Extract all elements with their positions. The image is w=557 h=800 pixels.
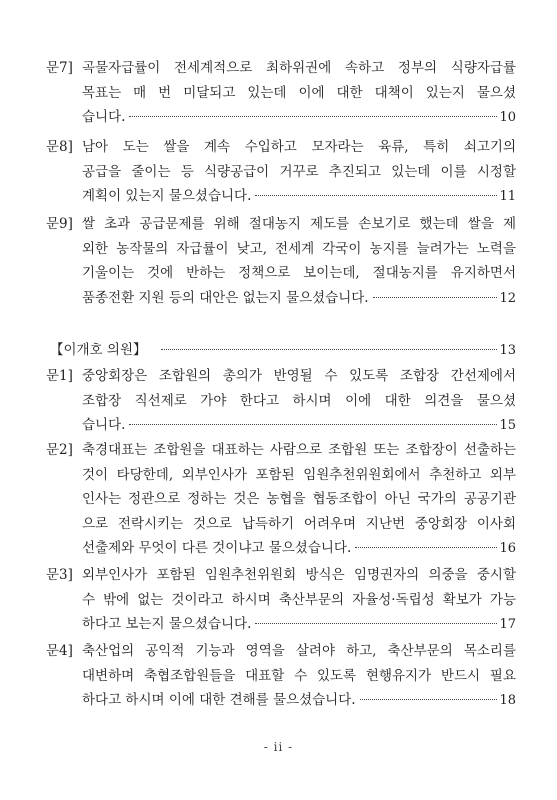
page-number: 16 [499,541,516,556]
entry-line: 대변하며 축협조합원들을 대표할 수 있도록 현행유지가 반드시 필요 [82,667,516,684]
page-footer: - ii - [263,740,294,754]
entry-line: 외부인사가 포함된 임원추천위원회 방식은 임명권자의 의중을 중시할 [82,567,516,583]
page-number: 13 [499,343,516,358]
entry-label: 문9] [46,216,73,232]
dot-leader [129,116,497,117]
entry-label: 문4] [46,643,73,659]
toc-entry-q4 [46,639,516,713]
entry-line: 품종전환 지원 등의 대안은 없는지 물으셨습니다. [82,289,369,306]
entry-line: 계획이 있는지 물으셨습니다. [82,188,252,204]
entry-line: 조합장 직선제로 가야 한다고 하시며 이에 대한 의견을 물으셨 [82,392,516,409]
entry-line: 기울이는 것에 반하는 정책으로 보이는데, 절대농지를 유지하면서 [82,265,516,281]
dot-leader [255,195,497,196]
section-title: 【이개호 의원】 [50,342,147,358]
entry-line: 외한 농작물의 자급률이 낮고, 전세계 각국이 농지를 늘려가는 노력을 [82,240,516,257]
entry-line: 쌀 초과 공급문제를 위해 절대농지 제도를 손보기로 했는데 쌀을 제 [82,216,516,232]
dot-leader [161,349,498,350]
entry-line: 중앙회장은 조합원의 총의가 반영될 수 있도록 조합장 간선제에서 [82,368,516,384]
dot-leader [355,547,497,548]
toc-entry-q8 [46,135,516,209]
entry-line: 남아 도는 쌀을 계속 수입하고 모자라는 육류, 특히 쇠고기의 [82,139,516,155]
page-number: 15 [499,418,516,433]
toc-entry-q2 [46,438,516,561]
entry-line: 선출제와 무엇이 다른 것이냐고 물으셨습니다. [82,540,352,556]
entry-label: 문2] [46,442,73,458]
page-number: 11 [499,189,516,204]
toc-entry-q7 [46,56,516,130]
entry-line: 습니다. [82,109,126,125]
entry-last-line [82,105,516,130]
entry-line: 인사는 정관으로 정하는 것은 농협을 협동조합이 아닌 국가의 공공기관 [82,491,516,507]
entry-last-line [82,612,516,637]
dot-leader [129,424,497,425]
entry-last-line [82,688,516,713]
entry-line: 목표는 매 번 미달되고 있는데 이에 대한 대책이 있는지 물으셨 [82,84,516,101]
entry-last-line [82,184,516,209]
entry-label: 문1] [46,368,73,384]
entry-line: 수 밖에 없는 것이라고 하시며 축산부문의 자율성·독립성 확보가 가능 [82,591,516,608]
entry-line: 공급을 줄이는 등 식량공급이 거꾸로 추진되고 있는데 이를 시정할 [82,163,516,180]
dot-leader [360,699,498,700]
entry-label: 문7] [46,60,73,76]
entry-line: 하다고 보는지 물으셨습니다. [82,616,252,632]
toc-entry-q9 [46,212,516,310]
page-number: 18 [499,693,516,708]
entry-label: 문3] [46,567,73,583]
dot-leader [373,297,498,298]
page-number: 12 [499,290,516,306]
toc-entry-q3 [46,563,516,637]
entry-last-line [82,536,516,561]
entry-line: 축경대표는 조합원을 대표하는 사람으로 조합원 또는 조합장이 선출하는 [82,442,516,458]
entry-line: 축산업의 공익적 기능과 영역을 살려야 하고, 축산부문의 목소리를 [82,643,516,659]
entry-label: 문8] [46,139,73,155]
entry-line: 것이 타당한데, 외부인사가 포함된 임원추천위원회에서 추천하고 외부 [82,466,516,483]
entry-line: 곡물자급률이 전세계적으로 최하위권에 속하고 정부의 식량자급률 [82,60,516,76]
entry-last-line [82,286,516,311]
entry-last-line [82,413,516,438]
page-number: 10 [499,110,516,125]
entry-line: 으로 전락시키는 것으로 납득하기 어려우며 지난번 중앙회장 이사회 [82,515,516,532]
toc-entry-q1 [46,364,516,438]
page-number: 17 [499,617,516,632]
dot-leader [255,623,497,624]
section-heading [50,338,516,363]
entry-line: 하다고 하시며 이에 대한 견해를 물으셨습니다. [82,692,356,708]
entry-line: 습니다. [82,417,126,433]
